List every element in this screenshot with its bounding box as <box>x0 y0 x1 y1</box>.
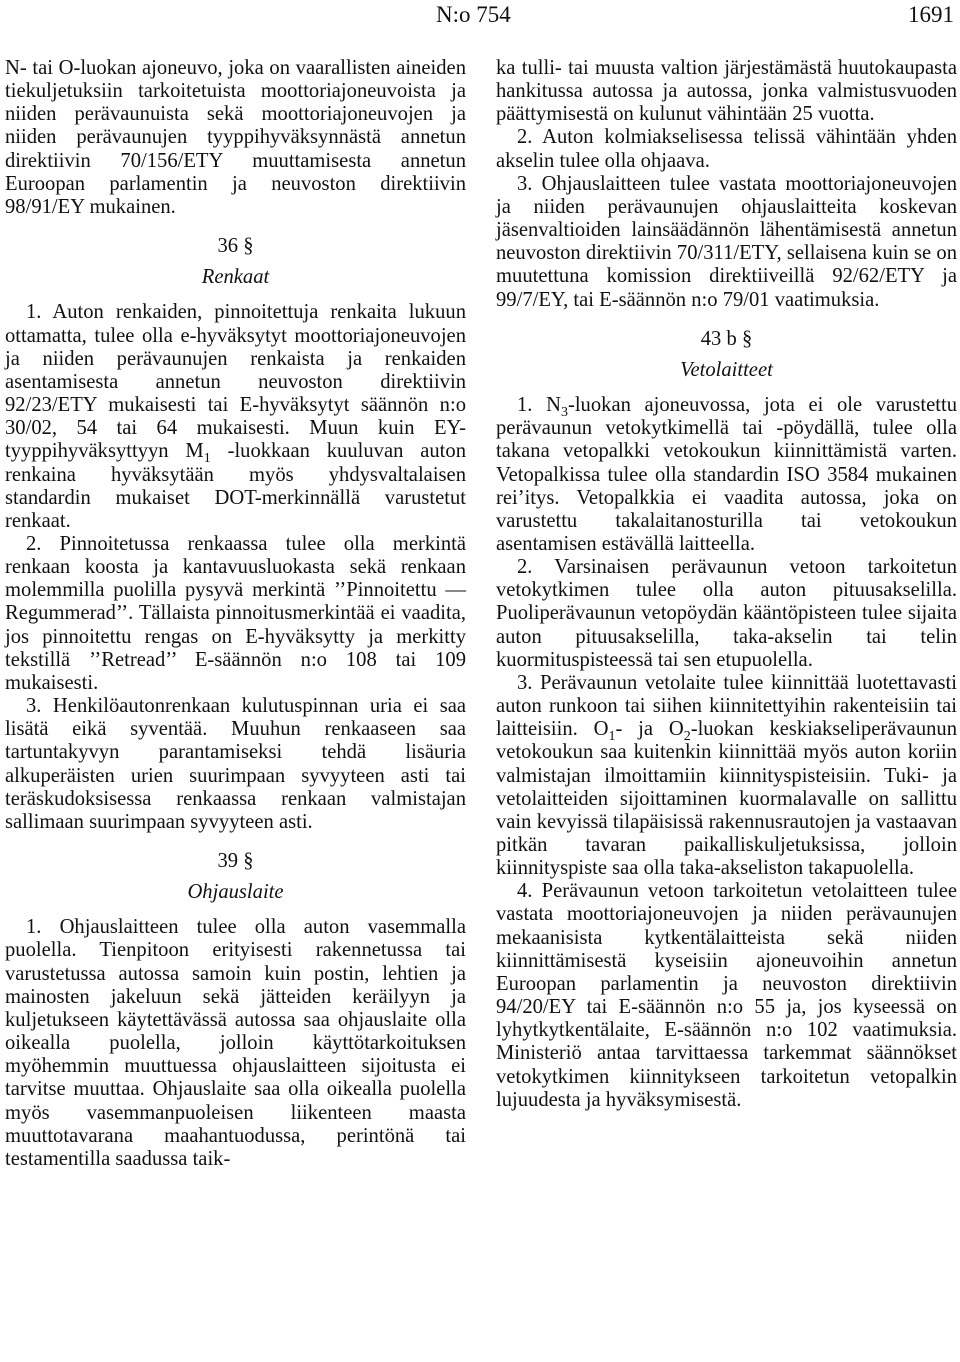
left-column <box>5 57 466 1171</box>
subscript: 3 <box>560 405 568 421</box>
section-39-number: 39 § <box>217 850 254 872</box>
section-43b-title: Vetolaitteet <box>680 358 773 381</box>
subscript: 2 <box>683 729 691 745</box>
continued-paragraph: ka tulli- tai muusta valtion järjestämästä huutokaupasta hankitussa autossa ja autossa, jonka valmistusvuoden päättymisestä on kulunut vähintään 25 vuotta. <box>496 57 957 126</box>
section-43b-paragraph-2: 2. Varsinaisen perävaunun vetoon tarkoitetun vetokytkimen tulee olla auton pituusakselilla. Puoliperävaunun vetopöydän kääntöpisteen tulee sijaita auton pituusakselilla, taka-akselin tai telin kuormituspisteessä tai sen etupuolella. <box>496 556 957 671</box>
section-39-paragraph-2: 2. Auton kolmiakselisessa telissä vähintään yhden akselin tulee olla ohjaava. <box>496 126 957 172</box>
section-43b-paragraph-3: 3. Perävaunun vetolaite tulee kiinnittää luotettavasti auton runkoon tai siihen kiinnitettyihin rakenteisiin tai laitteisiin. $O_1-$ ja $O_2$-luokan keskiakseliperävaunun vetokoukun saa kuitenkin kiinnittää myös auton koriin valmistajan ilmoittamiin kiinnityspisteisiin. Tuki- ja vetolaitteiden sijoittaminen kuormalavalle on sallittu vain kevyissä tilapäisissä rakennusrautojen ja vastaavan pitkän tavaran paikalliskuljetuksissa, jolloin kiinnityspiste saa olla taka-akseliston takapuolella. <box>496 671 958 880</box>
section-39-paragraph-1: 1. Ohjauslaitteen tulee olla auton vasemmalla puolella. Tienpitoon erityisesti rakennetussa tai varustetussa autossa samoin kuin postin, lehtien ja mainosten jakeluun sekä jätteiden keräilyyn ja kuljetukseen käytettävässä autossa saa ohjauslaite olla oikealla puolella, jolloin käyttötarkoituksen myöhemmin muuttuessa ohjauslaitteen sijoitusta ei tarvitse muuttaa. Ohjauslaite saa olla oikealla puolella myös vasemmanpuoleisen liikenteen maasta muuttotavarana maahantuodussa, perintönä tai testamentilla saadussa taik- <box>5 916 466 1170</box>
section-36-paragraph-1: 1. Auton renkaiden, pinnoitettuja renkaita lukuun ottamatta, tulee olla e-hyväksytyt moottoriajoneuvojen ja niiden perävaunujen renkaista ja renkaiden asentamisesta annetun neuvoston direktiivin 92/23/ETY mukaisesti tai E-hyväksytyt säännön n:o 30/02, 54 tai 64 mukaisesti. Muun kuin EY-tyyppihyväksyttyyn $M_1$ -luokkaan kuuluvan auton renkaina hyväksytään myös yhdysvaltalaisen standardin mukaiset DOT-merkinnällä varustetut renkaat. <box>5 301 466 532</box>
section-39-title: Ohjauslaite <box>187 881 284 904</box>
page-number: 1691 <box>908 2 954 27</box>
section-43b-paragraph-1: 1. $N_3$-luokan ajoneuvossa, jota ei ole varustettu perävaunun vetokytkimellä tai -pöydällä, tulee olla takana vetopalkki vetokoukun kiinnittämistä varten. Vetopalkissa tulee olla standardin ISO 3584 mukainen rei’itys. Vetopalkkia ei vaadita autossa, joka on varustettu takalaitanosturilla tai vetokoukun asentamisen estävällä laitteella. <box>496 394 957 555</box>
section-36-title: Renkaat <box>201 266 270 289</box>
subscript: 1 <box>608 729 616 745</box>
section-43b-number: 43 b § <box>700 327 753 350</box>
issue-number: N:o 754 <box>436 2 511 27</box>
right-column <box>496 57 957 1112</box>
subscript: 1 <box>203 451 211 467</box>
section-36-paragraph-3: 3. Henkilöautonrenkaan kulutuspinnan uria ei saa lisätä eikä syventää. Muuhun renkaaseen saa tartuntakyvyn parantamiseksi tehdä lisäuria alkuperäisten urien suurimpaan syvyyteen asti tai teräskudoksisessa renkaassa renkaan valmistajan sallimaan suurimpaan syvyyteen asti. <box>5 695 466 833</box>
section-43b-paragraph-4: 4. Perävaunun vetoon tarkoitetun vetolaitteen tulee vastata moottoriajoneuvojen ja niiden perävaunujen mekaanisista kytkentälaitteista sekä niiden kiinnittämisestä kyseisiin ajoneuvoihin annetun Euroopan parlamentin ja neuvoston direktiivin 94/20/EY tai E-säännön n:o 55 ja, jos kyseessä on lyhytkytkentälaite, E-säännön n:o 102 vaatimuksia. Ministeriö antaa tarvittaessa tarkemmat säännökset vetokytkimen kiinnitykseen tarkoitetun vetopalkin lujuudesta ja hyväksymisestä. <box>496 880 957 1111</box>
section-36-number: 36 § <box>217 235 254 258</box>
section-36-paragraph-2: 2. Pinnoitetussa renkaassa tulee olla merkintä renkaan koosta ja kantavuusluokasta sekä renkaan molemmilla puolilla pysyvä merkintä ’’Pinnoitettu — Regummerad’’. Tällaista pinnoitusmerkintää ei vaadita, jos pinnoitettu rengas on E-hyväksytty ja merkitty tekstillä ’’Retread’’ E-säännön n:o 108 tai 109 mukaisesti. <box>5 532 466 694</box>
intro-paragraph: N- tai O-luokan ajoneuvo, joka on vaarallisten aineiden tiekuljetuksiin tarkoitetuista moottoriajoneuvoista ja niiden perävaunuista sekä moottoriajoneuvojen ja niiden perävaunujen tyyppihyväksynnästä annetun direktiivin 70/156/ETY muuttamisesta annetun Euroopan parlamentin ja neuvoston direktiivin 98/91/EY mukainen. <box>5 57 466 218</box>
section-39-paragraph-3: 3. Ohjauslaitteen tulee vastata moottoriajoneuvojen ja niiden perävaunujen ohjauslaitteita koskevan jäsenvaltioiden lainsäädännön lähentämisestä annetun neuvoston direktiivin 70/311/ETY, sellaisena kuin se on muutettuna komission direktiiveillä 92/62/ETY ja 99/7/EY, tai E-säännön n:o 79/01 vaatimuksia. <box>496 172 957 311</box>
page-header <box>0 0 960 30</box>
